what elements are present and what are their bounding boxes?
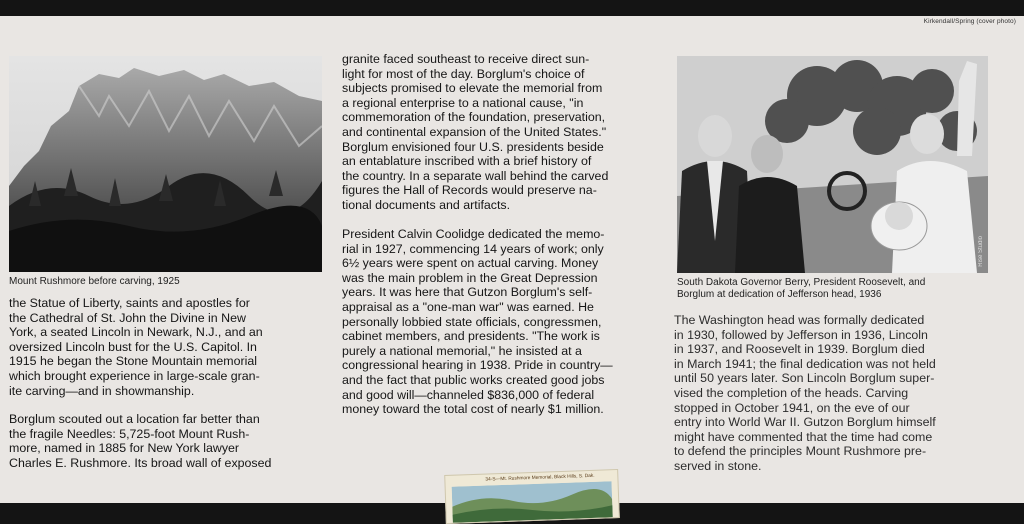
- text-line: money toward the total cost of nearly $1 million.: [342, 402, 604, 417]
- text-line: Charles E. Rushmore. Its broad wall of exposed: [9, 455, 272, 470]
- text-line: 1915 he began the Stone Mountain memorial: [9, 354, 257, 369]
- text-line: more, named in 1885 for New York lawyer: [9, 441, 240, 456]
- text-line: President Calvin Coolidge dedicated the memo-: [342, 227, 605, 242]
- middle-column-paragraph-2: [342, 227, 660, 417]
- text-line: granite faced southeast to receive direct sun-: [342, 52, 590, 66]
- text-line: in 1930, followed by Jefferson in 1936, Lincoln: [674, 327, 928, 342]
- text-line: subjects promised to elevate the memorial from: [342, 81, 603, 96]
- right-column-paragraph-1: [674, 313, 994, 474]
- text-line: in 1937, and Roosevelt in 1939. Borglum died: [674, 342, 925, 357]
- text-line: commemoration of the foundation, preservation,: [342, 110, 606, 125]
- left-column: [9, 296, 327, 485]
- text-line: Borglum envisioned four U.S. presidents beside: [342, 139, 604, 154]
- text-line: vised the completion of the heads. Carving: [674, 385, 909, 400]
- text-line: to defend the principles Mount Rushmore pre-: [674, 444, 927, 459]
- text-line: the fragile Needles: 5,725-foot Mount Rush-: [9, 426, 250, 441]
- text-line: in March 1941; the final dedication was not held: [674, 356, 936, 371]
- text-line: rial in 1927, commencing 14 years of work; only: [342, 241, 604, 256]
- text-line: a regional enterprise to a national cause, "in: [342, 95, 584, 110]
- text-line: York, a seated Lincoln in Newark, N.J., and an: [9, 325, 263, 340]
- text-line: stopped in October 1941, on the eve of our: [674, 400, 910, 415]
- text-line: light for most of the day. Borglum's choice of: [342, 66, 585, 81]
- text-line: tional documents and artifacts.: [342, 197, 511, 212]
- text-line: and the fact that public works created good jobs: [342, 372, 605, 387]
- dedication-photo-caption: [677, 277, 997, 301]
- text-line: appraisal as a "one-man war" was earned. He: [342, 300, 594, 314]
- text-line: cabinet members, and presidents. "The work is: [342, 329, 600, 344]
- left-column-paragraph-2: [9, 412, 327, 470]
- text-line: The Washington head was formally dedicated: [674, 313, 925, 327]
- text-line: the country. In a separate wall behind the carved: [342, 168, 609, 183]
- text-line: might have commented that the time had come: [674, 429, 933, 444]
- text-line: ite carving—and in showmanship.: [9, 383, 195, 398]
- text-line: oversized Lincoln bust for the U.S. Capitol. In: [9, 339, 257, 354]
- text-line: purely a national memorial," he insisted at a: [342, 343, 582, 358]
- mountain-photo: [9, 56, 322, 272]
- mountain-photo-caption: Mount Rushmore before carving, 1925: [9, 276, 180, 287]
- postcard-caption: 34-S—Mt. Rushmore Memorial, Black Hills, S. Dak.: [485, 473, 595, 483]
- text-line: congressional hearing in 1938. Pride in country—: [342, 358, 613, 373]
- photo-credit-top: Kirkendall/Spring (cover photo): [923, 18, 1016, 25]
- text-line: which brought experience in large-scale gran-: [9, 368, 260, 383]
- dedication-photo: [677, 56, 988, 273]
- text-line: served in stone.: [674, 458, 762, 473]
- text-line: Borglum scouted out a location far better than: [9, 412, 260, 427]
- text-line: figures the Hall of Records would preserve na-: [342, 183, 597, 198]
- text-line: the Cathedral of St. John the Divine in New: [9, 310, 246, 325]
- middle-column: [342, 52, 660, 431]
- caption-line-1: South Dakota Governor Berry, President Roosevelt, and: [677, 277, 926, 288]
- text-line: was the main problem in the Great Depression: [342, 270, 598, 285]
- text-line: years. It was here that Gutzon Borglum's self-: [342, 285, 593, 300]
- middle-column-paragraph-1: [342, 52, 660, 213]
- left-column-paragraph-1: [9, 296, 327, 398]
- text-line: and continental expansion of the United States.": [342, 124, 607, 139]
- caption-line-2: Borglum at dedication of Jefferson head, 1936: [677, 289, 882, 300]
- text-line: the Statue of Liberty, saints and apostles for: [9, 296, 250, 310]
- text-line: an entablature inscribed with a brief history of: [342, 154, 592, 169]
- text-line: until 50 years later. Son Lincoln Borglum super-: [674, 371, 935, 386]
- text-line: and good will—channeled $836,000 of federal: [342, 387, 595, 402]
- postcard-image: [452, 481, 613, 523]
- right-column: [674, 313, 994, 488]
- brochure-page: [0, 16, 1024, 503]
- postcard: [444, 469, 620, 524]
- text-line: entry into World War II. Gutzon Borglum himself: [674, 415, 936, 430]
- photo-side-credit: Rise Studio: [978, 236, 984, 267]
- text-line: personally lobbied state officials, congressmen,: [342, 314, 602, 329]
- text-line: 6½ years were spent on actual carving. Money: [342, 256, 599, 271]
